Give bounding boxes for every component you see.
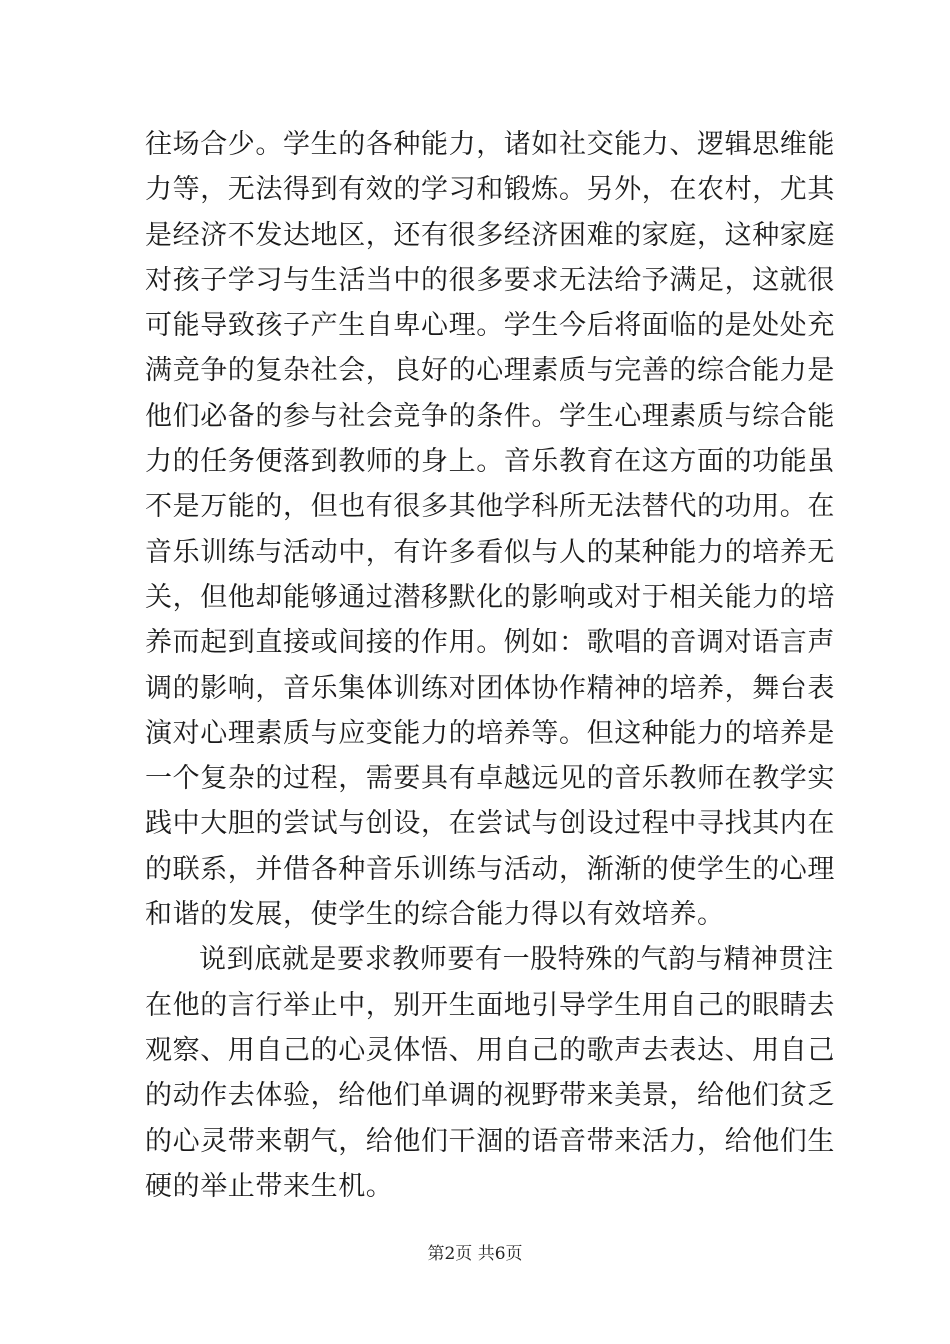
text-line: 往场合少。学生的各种能力，诸如社交能力、逻辑思维能: [145, 129, 835, 160]
text-line: 践中大胆的尝试与创设，在尝试与创设过程中寻找其内在: [145, 808, 835, 840]
text-line: 调的影响，音乐集体训练对团体协作精神的培养，舞台表: [145, 672, 835, 704]
text-line: 满竞争的复杂社会，良好的心理素质与完善的综合能力是: [145, 355, 835, 387]
text-line: 是经济不发达地区，还有很多经济困难的家庭，这种家庭: [145, 219, 835, 251]
text-line: 对孩子学习与生活当中的很多要求无法给予满足，这就很: [145, 264, 835, 296]
page-number: 第2页 共6页: [427, 1244, 523, 1264]
text-line: 的联系，并借各种音乐训练与活动，渐渐的使学生的心理: [145, 853, 835, 885]
text-line: 的心灵带来朝气，给他们干涸的语音带来活力，给他们生: [145, 1125, 835, 1157]
text-line: 可能导致孩子产生自卑心理。学生今后将面临的是处处充: [145, 310, 835, 342]
paragraph-1: [145, 122, 835, 937]
text-line: 和谐的发展，使学生的综合能力得以有效培养。: [145, 899, 725, 931]
text-line: 一个复杂的过程，需要具有卓越远见的音乐教师在教学实: [145, 763, 835, 795]
body-text: [145, 122, 835, 1209]
text-line: 力等，无法得到有效的学习和锻炼。另外，在农村，尤其: [145, 174, 835, 206]
text-line: 的动作去体验，给他们单调的视野带来美景，给他们贫乏: [145, 1080, 835, 1112]
text-line: 硬的举止带来生机。: [145, 1170, 394, 1202]
text-line-indented: 说到底就是要求教师要有一股特殊的气韵与精神贯注: [199, 944, 834, 976]
text-line: 不是万能的，但也有很多其他学科所无法替代的功用。在: [145, 491, 835, 523]
text-line: 力的任务便落到教师的身上。音乐教育在这方面的功能虽: [145, 446, 835, 478]
text-line: 关，但他却能够通过潜移默化的影响或对于相关能力的培: [145, 581, 835, 613]
paragraph-2: [145, 937, 835, 1209]
text-line: 演对心理素质与应变能力的培养等。但这种能力的培养是: [145, 717, 835, 749]
text-line: 观察、用自己的心灵体悟、用自己的歌声去表达、用自己: [145, 1034, 835, 1066]
text-line: 在他的言行举止中，别开生面地引导学生用自己的眼睛去: [145, 989, 835, 1021]
page-footer: [0, 1242, 950, 1266]
text-line: 养而起到直接或间接的作用。例如：歌唱的音调对语言声: [145, 627, 835, 659]
text-line: 音乐训练与活动中，有许多看似与人的某种能力的培养无: [145, 536, 835, 568]
text-line: 他们必备的参与社会竞争的条件。学生心理素质与综合能: [145, 400, 835, 432]
